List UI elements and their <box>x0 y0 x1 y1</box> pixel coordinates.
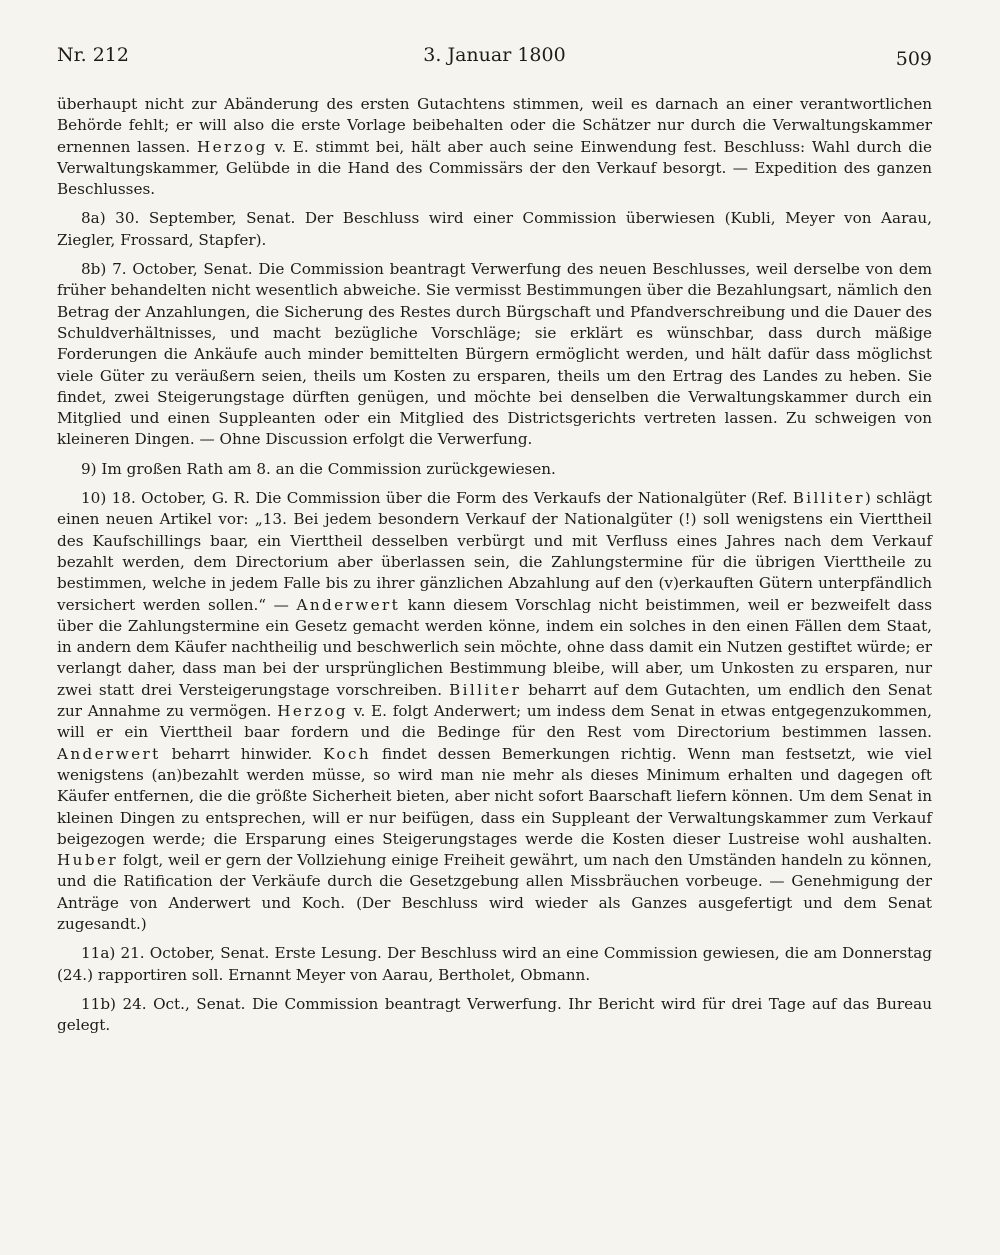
header-date: 3. Januar 1800 <box>423 44 566 66</box>
paragraph <box>57 208 932 251</box>
text-segment: 8a) 30. September, Senat. Der Beschluss wird einer Commission überwiesen (Kubli, Meyer von Aarau, Ziegler, Frossard, Stapfer). <box>57 209 932 249</box>
speaker-name: Huber <box>57 851 118 870</box>
text-segment: folgt, weil er gern der Vollziehung einige Freiheit gewährt, um nach den Umständen handeln zu können, und die Ratification der Verkäufe durch die Gesetzgebung allen Missbräuchen vorbeuge. — Genehmigung der Anträge von Anderwert und Koch. (Der Beschluss wird wieder als Ganzes ausgefertigt und dem Senat zugesandt.) <box>57 851 932 933</box>
text-segment: ) schlägt einen neuen Artikel vor: „13. Bei jedem besondern Verkauf der Nationalgüter (!) soll wenigstens ein Vierttheil des Kaufschillings baar, ein Vierttheil desselben verbürgt und mit Verfluss eines Jahres nach dem Verkauf bezahlt werden, dem Directorium aber überlassen sein, die Zahlungstermine für die übrigen Vierttheile zu bestimmen, welche in jedem Falle bis zu ihrer gänzlichen Abzahlung auf den (v)erkauften Gütern unterpfändlich versichert werden sollen.“ — <box>57 489 932 614</box>
text-segment: kann diesem Vorschlag nicht beistimmen, weil er bezweifelt dass über die Zahlungstermine ein Gesetz gemacht werden könne, indem ein solches in den einen Fällen dem Staat, in andern dem Käufer nachtheilig und beschwerlich sein möchte, ohne dass damit ein Nutzen gestiftet würde; er verlangt daher, dass man bei der ursprünglichen Bestimmung bleibe, will aber, um Unkosten zu ersparen, nur zwei statt drei Versteigerungstage vorschreiben. <box>57 595 933 699</box>
text-segment: 8b) 7. October, Senat. Die Commission beantragt Verwerfung des neuen Beschlusses, weil derselbe von dem früher behandelten nicht wesentlich abweiche. Sie vermisst Bestimmungen über die Bezahlungsart, nämlich den Betrag der Anzahlungen, die Sicherung des Restes durch Bürgschaft und Pfandverschreibung und die Dauer des Schuldverhältnisses, und macht bezügliche Vorschläge; sie erklärt es wünschbar, dass durch mäßige Forderungen die Ankäufe auch minder bemittelten Bürgern ermöglicht werden, und hält dafür dass möglichst viele Güter zu veräußern seien, theils um Kosten zu ersparen, theils um den Ertrag des Landes zu heben. Sie findet, zwei Steigerungstage dürften genügen, und möchte bei denselben die Verwaltungskammer durch ein Mitglied und einen Suppleanten oder ein Mitglied des Districtsgerichts vertreten lassen. Zu schweigen von kleineren Dingen. — Ohne Discussion erfolgt die Verwerfung. <box>57 260 932 449</box>
paragraph <box>57 488 932 935</box>
paragraph <box>57 994 932 1037</box>
document-body <box>57 94 932 1036</box>
speaker-name: Anderwert <box>57 744 161 763</box>
paragraph <box>57 459 932 480</box>
speaker-name: Anderwert <box>296 595 401 614</box>
text-segment: 11b) 24. Oct., Senat. Die Commission beantragt Verwerfung. Ihr Bericht wird für drei Tage auf das Bureau gelegt. <box>57 994 932 1035</box>
page-header <box>57 44 932 94</box>
text-segment: v. E. stimmt bei, hält aber auch seine Einwendung fest. Beschluss: Wahl durch die Verwaltungskammer, Gelübde in die Hand des Commissärs der den Verkauf besorgt. — Expedition des ganzen Beschlusses. <box>57 137 932 199</box>
speaker-name: Herzog <box>196 137 268 156</box>
text-segment: überhaupt nicht zur Abänderung des ersten Gutachtens stimmen, weil es darnach an einer verantwortlichen Behörde fehlt; er will also die erste Vorlage beibehalten oder die Schätzer nur durch die Verwaltungskammer ernennen lassen. <box>57 95 932 156</box>
text-segment: 10) 18. October, G. R. Die Commission über die Form des Verkaufs der Nationalgüter (Ref. <box>81 489 793 508</box>
document-number: Nr. 212 <box>57 44 129 66</box>
paragraph <box>57 943 932 986</box>
speaker-name: Billiter <box>792 489 865 508</box>
speaker-name: Herzog <box>277 702 348 721</box>
text-segment: 9) Im großen Rath am 8. an die Commission zurückgewiesen. <box>81 459 556 478</box>
speaker-name: Koch <box>323 744 372 763</box>
page-number: 509 <box>895 48 932 70</box>
paragraph <box>57 94 932 200</box>
text-segment: beharrt hinwider. <box>160 744 324 763</box>
speaker-name: Billiter <box>449 680 522 699</box>
text-segment: beharrt auf dem Gutachten, um endlich den Senat zur Annahme zu vermögen. <box>57 680 932 721</box>
paragraph <box>57 259 932 451</box>
text-segment: v. E. folgt Anderwert; um indess dem Senat in etwas entgegenzukommen, will er ein Vierttheil baar fordern und die Bedinge für den Rest vom Directorium bestimmen lassen. <box>57 702 932 742</box>
text-segment: findet dessen Bemerkungen richtig. Wenn man festsetzt, wie viel wenigstens (an)bezahlt werden müsse, so wird man nie mehr als dieses Minimum erhalten und dagegen oft Käufer entfernen, die die größte Sicherheit bieten, aber nicht sofort Baarschaft liefern können. Um dem Senat in kleinen Dingen zu entsprechen, will er nur beifügen, dass ein Suppleant der Verwaltungskammer zum Verkauf beigezogen werde; die Ersparung eines Steigerungstages werde die Kosten dieser Lustreise wohl aushalten. <box>57 744 932 848</box>
text-segment: 11a) 21. October, Senat. Erste Lesung. Der Beschluss wird an eine Commission gewiesen, die am Donnerstag (24.) rapportiren soll. Ernannt Meyer von Aarau, Bertholet, Obmann. <box>57 944 932 984</box>
